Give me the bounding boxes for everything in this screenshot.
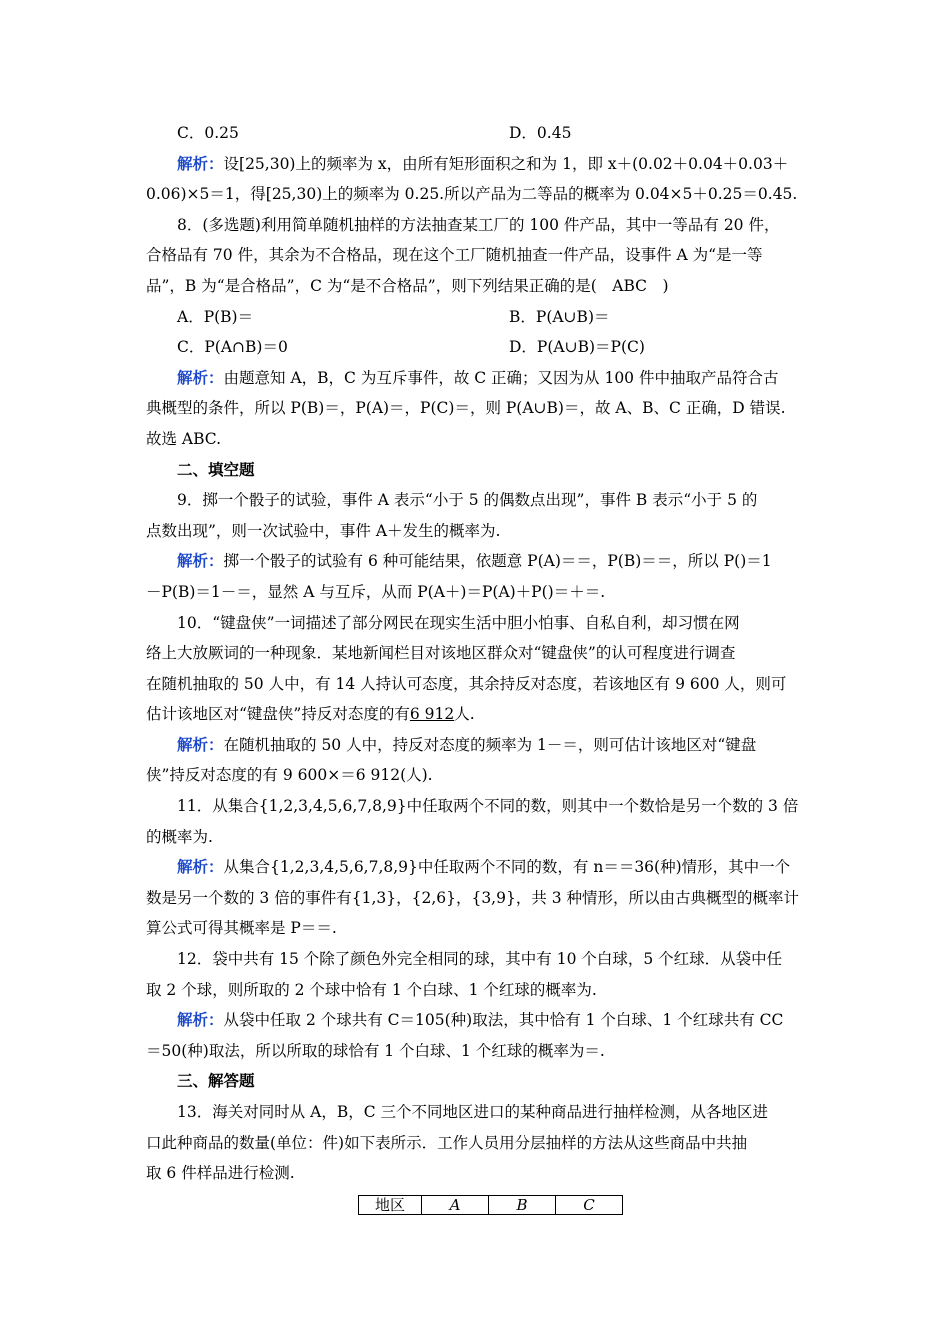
q12-solution-line1: 解析：从袋中任取 2 个球共有 C＝105(种)取法，其中恰有 1 个白球、1 个红球共有 CC [177,1010,784,1030]
q8-option-a: A．P(B)＝ [177,307,254,326]
section-heading-answer: 三、解答题 [177,1071,255,1091]
table-header-cell: C [556,1195,623,1214]
q8-options-row2 [146,332,810,363]
table-header-cell: 地区 [359,1195,422,1214]
q7-options-row [146,118,810,149]
q12-solution-line2: ＝50(种)取法，所以所取的球恰有 1 个白球、1 个红球的概率为＝. [146,1041,605,1060]
solution-label: 解析： [177,153,224,173]
q7-solution-line1: 解析：设[25,30)上的频率为 x，由所有矩形面积之和为 1，即 x＋(0.02＋0.04＋0.03＋ [177,153,789,173]
q13-stem-line2: 口此种商品的数量(单位：件)如下表所示．工作人员用分层抽样的方法从这些商品中共抽 [146,1133,748,1152]
q13-stem-line3: 取 6 件样品进行检测. [146,1164,295,1183]
q8-option-c: C．P(A∩B)＝0 [177,338,288,357]
q11-solution-line1: 解析：从集合{1,2,3,4,5,6,7,8,9}中任取两个不同的数，有 n＝＝36(种)情形，其中一个 [177,857,791,877]
q10-solution-line1: 解析：在随机抽取的 50 人中，持反对态度的频率为 1－＝，则可估计该地区对“键盘 [177,734,757,754]
q9-stem-line2: 点数出现”，则一次试验中，事件 A＋发生的概率为. [146,521,501,540]
solution-label: 解析： [177,857,224,877]
q8-stem-line3: 品”，B 为“是合格品”，C 为“是不合格品”，则下列结果正确的是( ABC ) [146,276,669,295]
q13-stem-line1: 13．海关对同时从 A，B，C 三个不同地区进口的某种商品进行抽样检测，从各地区进 [177,1103,769,1121]
q9-solution-line2: －P(B)＝1－＝，显然 A 与互斥，从而 P(A＋)＝P(A)＋P()＝＋＝. [146,582,606,601]
q8-option-b: B．P(A∪B)＝ [509,307,610,326]
table-header-cell: A [422,1195,489,1214]
q10-stem-line2: 络上大放厥词的一种现象．某地新闻栏目对该地区群众对“键盘侠”的认可程度进行调查 [146,644,736,663]
q9-stem-line1: 9．掷一个骰子的试验，事件 A 表示“小于 5 的偶数点出现”，事件 B 表示“小于 5 的 [177,491,758,510]
section-heading-fill-in: 二、填空题 [177,459,255,479]
solution-label: 解析： [177,551,224,571]
solution-label: 解析： [177,367,224,387]
q8-option-d: D．P(A∪B)＝P(C) [509,338,645,357]
region-table [358,1195,623,1215]
q12-stem-line1: 12．袋中共有 15 个除了颜色外完全相同的球，其中有 10 个白球，5 个红球．从袋中任 [177,950,783,969]
q8-solution-line3: 故选 ABC. [146,429,222,448]
q11-solution-line3: 算公式可得其概率是 P＝＝. [146,919,337,938]
q8-options-row1 [146,302,810,333]
document-content [146,118,810,1215]
q11-stem-line1: 11．从集合{1,2,3,4,5,6,7,8,9}中任取两个不同的数，则其中一个数恰是另一个数的 3 倍 [177,797,799,816]
q10-stem-line1: 10．“键盘侠”一词描述了部分网民在现实生活中胆小怕事、自私自利，却习惯在网 [177,613,740,632]
solution-label: 解析： [177,1010,224,1030]
q8-stem-line2: 合格品有 70 件，其余为不合格品，现在这个工厂随机抽查一件产品，设事件 A 为“是一等 [146,246,763,265]
q11-solution-line2: 数是另一个数的 3 倍的事件有{1,3}，{2,6}，{3,9}，共 3 种情形，所以由古典概型的概率计 [146,888,800,907]
q10-solution-line2: 侠”持反对态度的有 9 600×＝6 912(人). [146,766,433,785]
q12-stem-line2: 取 2 个球，则所取的 2 个球中恰有 1 个白球、1 个红球的概率为. [146,980,597,999]
solution-label: 解析： [177,734,224,754]
table-header-row [359,1195,623,1214]
q11-stem-line2: 的概率为. [146,827,213,846]
q7-option-c: C．0.25 [177,124,239,142]
q10-answer: 6 912 [409,705,455,724]
table-header-cell: B [489,1195,556,1214]
q8-solution-line2: 典概型的条件，所以 P(B)＝，P(A)＝，P(C)＝，则 P(A∪B)＝，故 A、B、C 正确，D 错误. [146,399,786,418]
q7-option-d: D．0.45 [509,124,572,142]
q7-solution-line2: 0.06)×5＝1，得[25,30)上的频率为 0.25.所以产品为二等品的概率为 0.04×5＋0.25＝0.45. [146,185,798,204]
q9-solution-line1: 解析：掷一个骰子的试验有 6 种可能结果，依题意 P(A)＝＝，P(B)＝＝，所以 P()＝1 [177,551,772,571]
q10-stem-line4: 估计该地区对“键盘侠”持反对态度的有6 912人. [146,705,475,724]
q8-stem-line1: 8．(多选题)利用简单随机抽样的方法抽查某工厂的 100 件产品，其中一等品有 20 件， [177,215,780,234]
q10-stem-line3: 在随机抽取的 50 人中，有 14 人持认可态度，其余持反对态度，若该地区有 9 600 人，则可 [146,674,787,693]
q8-solution-line1: 解析：由题意知 A，B，C 为互斥事件，故 C 正确；又因为从 100 件中抽取产品符合古 [177,367,779,387]
